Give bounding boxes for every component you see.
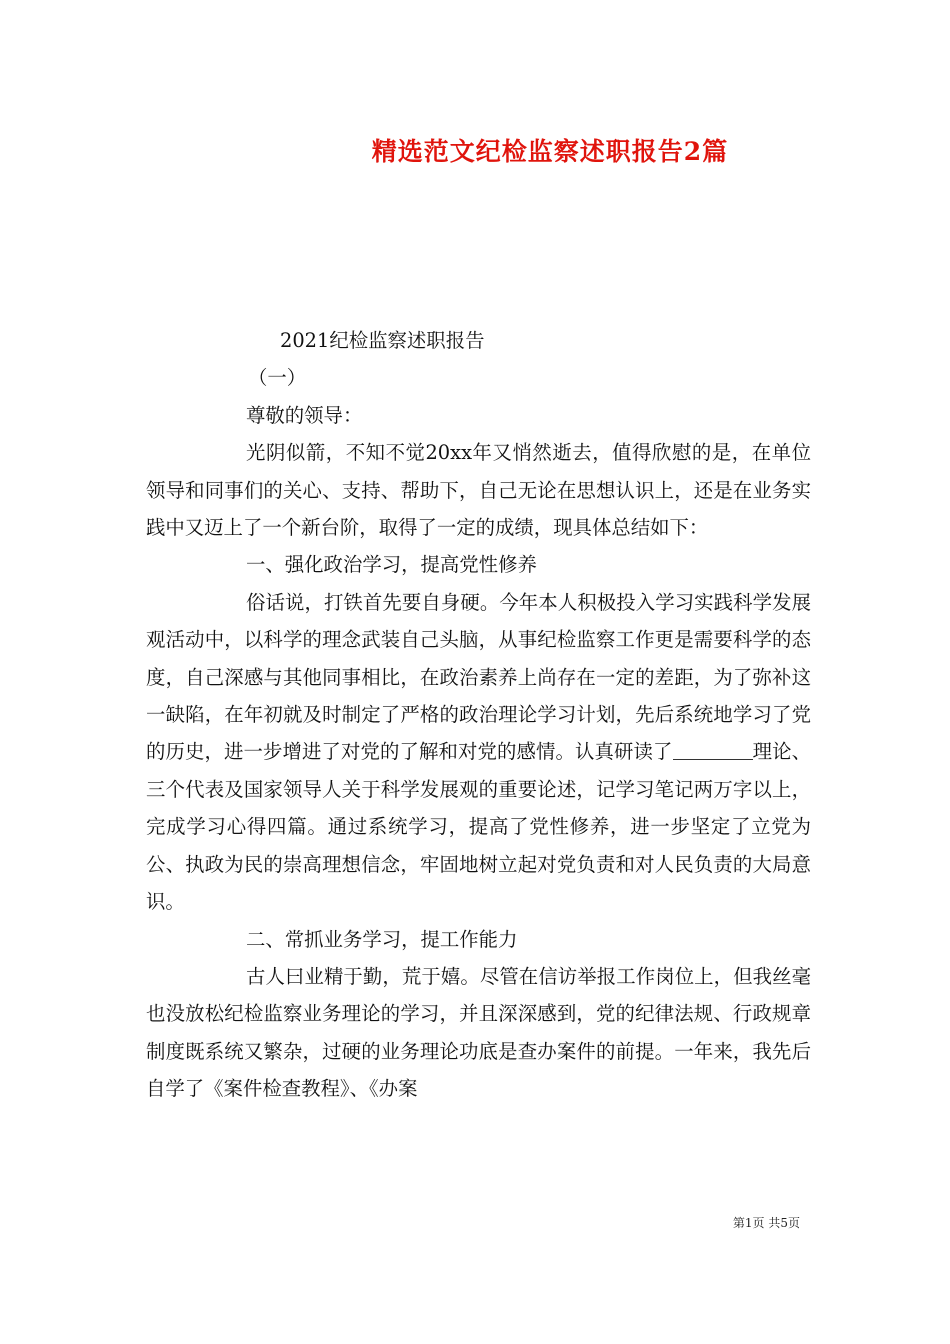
paragraph-political-study-part2: 理论、三个代表及国家领导人关于科学发展观的重要论述，记学习笔记两万字以上，完成学习心得四篇。通过系统学习，提高了党性修养，进一步坚定了立党为公、执政为民的崇高理想信念，牢固地树立起对党负责和对人民负责的大局意识。 [146,740,811,914]
paragraph-political-study [146,584,811,921]
document-title: 精选范文纪检监察述职报告2篇 [371,137,729,166]
paragraph-intro: 光阴似箭，不知不觉20xx年又悄然逝去，值得欣慰的是，在单位领导和同事们的关心、支持、帮助下，自己无论在思想认识上，还是在业务实践中又迈上了一个新台阶，取得了一定的成绩，现具体总结如下： [146,441,811,540]
section-number: （一） [248,366,307,390]
report-subtitle: 2021纪检监察述职报告 [280,329,485,352]
heading-business-study: 二、常抓业务学习，提工作能力 [246,927,518,951]
page-footer: 第1页 共5页 [732,1216,800,1230]
salutation: 尊敬的领导： [246,403,363,427]
paragraph-business-study: 古人曰业精于勤，荒于嬉。尽管在信访举报工作岗位上，但我丝毫也没放松纪检监察业务理论的学习，并且深深感到，党的纪律法规、行政规章制度既系统又繁杂，过硬的业务理论功底是查办案件的前提。一年来，我先后自学了《案件检查教程》、《办案 [146,964,811,1101]
blank-underline [673,740,753,760]
paragraph-political-study-part1: 俗话说，打铁首先要自身硬。今年本人积极投入学习实践科学发展观活动中，以科学的理念武装自己头脑，从事纪检监察工作更是需要科学的态度，自己深感与其他同事相比，在政治素养上尚存在一定的差距，为了弥补这一缺陷，在年初就及时制定了严格的政治理论学习计划，先后系统地学习了党的历史，进一步增进了对党的了解和对党的感情。认真研读了 [146,590,811,764]
heading-political-study: 一、强化政治学习，提高党性修养 [246,553,537,577]
document-body [146,322,811,1108]
